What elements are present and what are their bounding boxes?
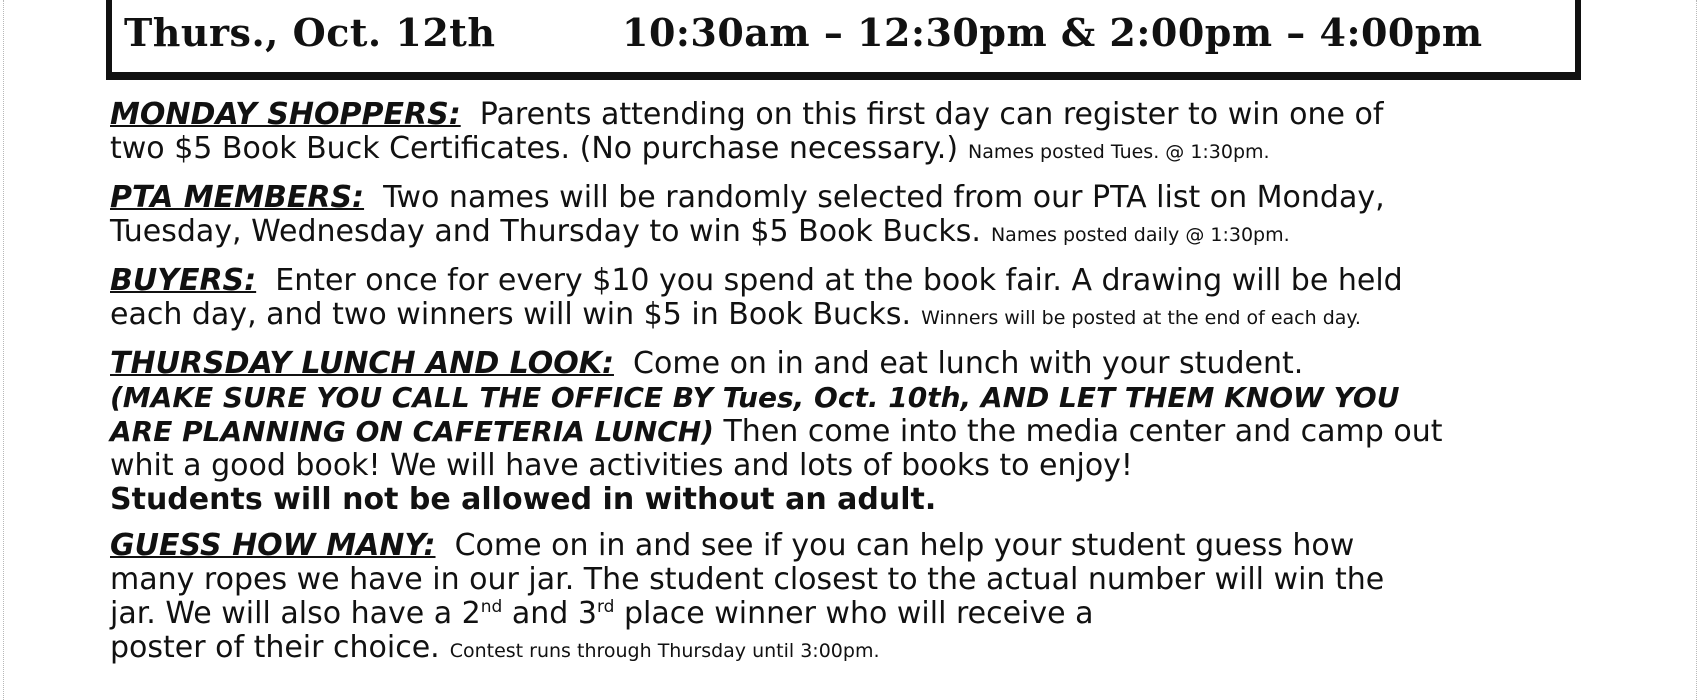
lunch-section — [110, 347, 1610, 517]
monday-heading: MONDAY SHOPPERS: — [110, 97, 461, 132]
buyers-section — [110, 264, 1610, 335]
schedule-day: Thurs., Oct. 12th — [124, 10, 496, 55]
pta-text-1: Two names will be randomly selected from our PTA list on Monday, — [383, 180, 1385, 215]
lunch-emphasis-1: (MAKE SURE YOU CALL THE OFFICE BY Tues, Oct. 10th, AND LET THEM KNOW YOU — [110, 381, 1400, 414]
guess-sup-rd: rd — [596, 597, 615, 617]
guess-text-1: Come on in and see if you can help your student guess how — [454, 528, 1355, 563]
guess-section — [110, 529, 1610, 668]
buyers-line-2 — [110, 298, 1610, 335]
guess-line-2 — [110, 563, 1610, 597]
pta-line-2 — [110, 215, 1610, 252]
buyers-note: Winners will be posted at the end of each day. — [921, 307, 1361, 329]
lunch-line-1 — [110, 347, 1610, 381]
lunch-line-4 — [110, 449, 1610, 483]
lunch-text-1: Come on in and eat lunch with your student. — [633, 346, 1304, 381]
guess-line-4 — [110, 631, 1610, 668]
monday-note: Names posted Tues. @ 1:30pm. — [968, 141, 1270, 163]
buyers-text-2: each day, and two winners will win $5 in Book Bucks. — [110, 297, 912, 332]
guess-line-3 — [110, 597, 1610, 631]
pta-heading: PTA MEMBERS: — [110, 180, 365, 215]
pta-line-1 — [110, 181, 1610, 215]
pta-text-2: Tuesday, Wednesday and Thursday to win $5 Book Bucks. — [110, 214, 981, 249]
lunch-text-2: Then come into the media center and camp out — [723, 414, 1443, 449]
buyers-heading: BUYERS: — [110, 263, 257, 298]
pta-section — [110, 181, 1610, 252]
guess-text-2: many ropes we have in our jar. The student closest to the actual number will win the — [110, 562, 1385, 597]
monday-section — [110, 98, 1610, 169]
guess-line-1 — [110, 529, 1610, 563]
guess-text-3c: place winner who will receive a — [614, 596, 1094, 631]
buyers-text-1: Enter once for every $10 you spend at the book fair. A drawing will be held — [275, 263, 1403, 298]
schedule-times: 10:30am – 12:30pm & 2:00pm – 4:00pm — [622, 10, 1483, 55]
monday-text-2: two $5 Book Buck Certificates. (No purchase necessary.) — [110, 131, 959, 166]
lunch-warning: Students will not be allowed in without an adult. — [110, 482, 937, 517]
pta-note: Names posted daily @ 1:30pm. — [990, 224, 1290, 246]
buyers-line-1 — [110, 264, 1610, 298]
monday-line-2 — [110, 132, 1610, 169]
monday-line-1 — [110, 98, 1610, 132]
lunch-line-2 — [110, 381, 1610, 415]
guess-text-3b: and 3 — [502, 596, 597, 631]
lunch-emphasis-2: ARE PLANNING ON CAFETERIA LUNCH) — [110, 415, 714, 448]
page-edge-left — [3, 0, 4, 700]
monday-text-1: Parents attending on this first day can register to win one of — [479, 97, 1384, 132]
flyer-content — [110, 98, 1610, 680]
guess-heading: GUESS HOW MANY: — [110, 528, 436, 563]
lunch-line-3 — [110, 415, 1610, 449]
lunch-heading: THURSDAY LUNCH AND LOOK: — [110, 346, 614, 381]
page-edge-right — [1696, 0, 1697, 700]
guess-text-4: poster of their choice. — [110, 630, 440, 665]
guess-sup-nd: nd — [480, 597, 503, 617]
guess-text-3a: jar. We will also have a 2 — [110, 596, 481, 631]
guess-note: Contest runs through Thursday until 3:00pm. — [449, 640, 880, 662]
lunch-text-3: whit a good book! We will have activities and lots of books to enjoy! — [110, 448, 1133, 483]
